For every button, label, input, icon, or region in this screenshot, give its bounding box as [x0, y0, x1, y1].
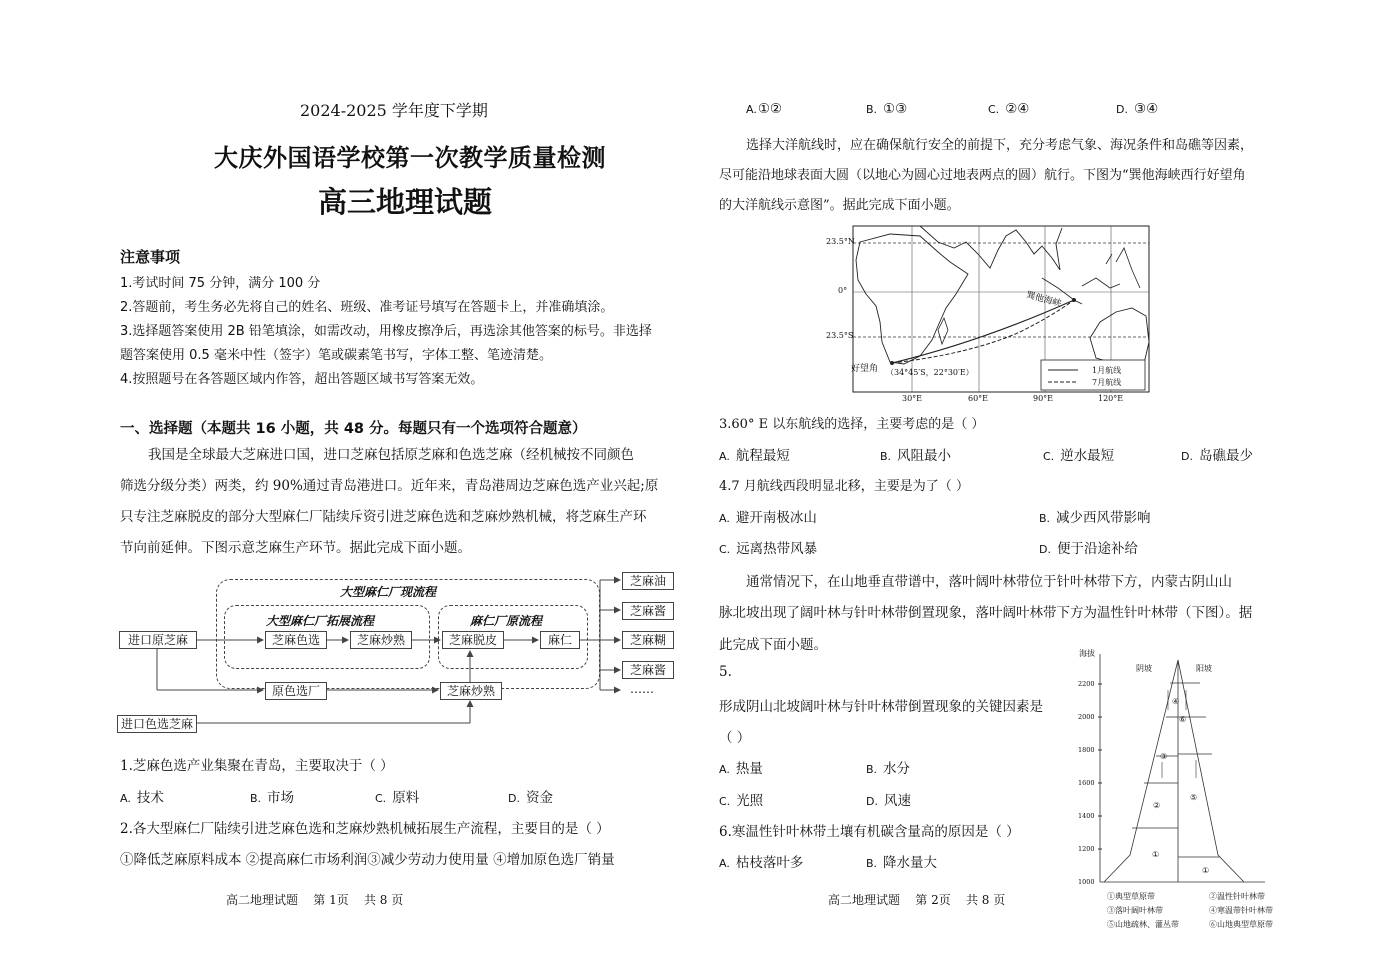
legend-january: 1月航线 — [1092, 366, 1122, 375]
lat-label-equator: 0° — [838, 286, 848, 295]
legend-july: 7月航线 — [1092, 378, 1122, 387]
raw-color-plant-box: 原色选厂 — [265, 682, 327, 700]
question-5-paren: （ ） — [719, 730, 751, 746]
q4-option-a[interactable] — [719, 506, 817, 526]
mountain-diagram — [1070, 650, 1270, 890]
q1-option-c[interactable] — [375, 786, 419, 806]
passage-line: 只专注芝麻脱皮的部分大型麻仁厂陆续斥资引进芝麻色选和芝麻炒熟机械，将芝麻生产环 — [120, 509, 647, 525]
footer-page-2: 高二地理试题 第 2页 共 8 页 — [828, 893, 1006, 907]
q5-option-a-key: A. — [719, 763, 730, 776]
page-title: 高三地理试题 — [318, 185, 493, 219]
q2-option-c[interactable] — [988, 101, 1029, 117]
belt-label: ① — [1152, 850, 1160, 859]
q6-option-b-text: 降水量大 — [883, 855, 938, 871]
q6-option-a[interactable] — [719, 851, 803, 871]
q6-option-a-text: 枯枝落叶多 — [735, 855, 804, 871]
elevation-tick: 1600 — [1078, 779, 1095, 787]
q3-option-b-key: B. — [880, 450, 892, 463]
exam-year: 2024-2025 学年度下学期 — [300, 101, 488, 120]
cape-coord-label: （34°45′S，22°30′E） — [886, 368, 974, 377]
dehull-box: 芝麻脱皮 — [442, 631, 504, 649]
q5-option-a[interactable] — [719, 757, 763, 777]
passage-2-line: 选择大洋航线时，应在确保航行安全的前提下，充分考虑气象、海况条件和岛礁等因素， — [746, 138, 1254, 153]
q4-option-c[interactable] — [719, 537, 817, 557]
footer-page-1: 高二地理试题 第 1页 共 8 页 — [226, 893, 404, 907]
q4-option-c-text: 远离热带风暴 — [736, 541, 818, 557]
flow-arrows — [0, 0, 700, 740]
product-box: 芝麻油 — [622, 572, 674, 590]
q6-option-b-key: B. — [866, 857, 878, 870]
q4-option-a-key: A. — [719, 512, 730, 525]
q5-option-c[interactable] — [719, 789, 763, 809]
q1-option-b-key: B. — [250, 792, 262, 805]
kernel-box: 麻仁 — [540, 631, 580, 649]
q2-option-b-text: ①③ — [883, 101, 908, 117]
import-sorted-box: 进口色选芝麻 — [117, 715, 197, 733]
school-title: 大庆外国语学校第一次教学质量检测 — [214, 143, 606, 172]
mountain-legend: ⑥山地典型草原带 — [1209, 920, 1273, 929]
mountain-y-title: 海拔 — [1079, 649, 1095, 658]
q4-option-d[interactable] — [1039, 537, 1138, 557]
product-box: 芝麻酱 — [622, 661, 674, 679]
q5-option-c-key: C. — [719, 795, 731, 808]
elevation-tick: 1800 — [1078, 746, 1095, 754]
q4-option-a-text: 避开南极冰山 — [735, 510, 817, 526]
elevation-tick: 1400 — [1078, 812, 1095, 820]
q3-option-a[interactable] — [719, 444, 790, 464]
notice-heading: 注意事项 — [120, 248, 181, 266]
q3-option-d[interactable] — [1181, 444, 1253, 464]
q5-option-b-key: B. — [866, 763, 878, 776]
passage-3-line: 通常情况下，在山地垂直带谱中，落叶阔叶林带位于针叶林带下方，内蒙古阴山山 — [746, 574, 1232, 590]
elevation-tick: 2000 — [1078, 713, 1095, 721]
q2-option-c-key: C. — [988, 103, 1000, 116]
mountain-legend: ②温性针叶林带 — [1209, 892, 1265, 901]
mountain-legend: ③落叶阔叶林带 — [1107, 906, 1163, 915]
q1-option-d-key: D. — [508, 792, 520, 805]
q2-option-b-key: B. — [866, 103, 878, 116]
q3-option-a-key: A. — [719, 450, 730, 463]
lon-label: 90°E — [1033, 394, 1054, 403]
import-raw-box: 进口原芝麻 — [119, 631, 197, 649]
notice-item: 1.考试时间 75 分钟，满分 100 分 — [120, 276, 321, 291]
q4-option-b[interactable] — [1039, 506, 1151, 526]
q5-option-b[interactable] — [866, 757, 910, 777]
q4-option-d-key: D. — [1039, 543, 1051, 556]
roast-box-1: 芝麻炒熟 — [350, 631, 412, 649]
mountain-legend: ①典型草原带 — [1107, 892, 1155, 901]
q2-option-b[interactable] — [866, 101, 907, 117]
question-6-stem: 6.寒温性针叶林带土壤有机碳含量高的原因是（ ） — [719, 824, 1020, 840]
mountain-south-label: 阳坡 — [1196, 664, 1212, 673]
q5-option-b-text: 水分 — [883, 761, 911, 777]
q1-option-b[interactable] — [250, 786, 294, 806]
belt-label: ⑤ — [1190, 793, 1198, 802]
product-box: 芝麻糊 — [622, 631, 674, 649]
color-sort-box: 芝麻色选 — [265, 631, 327, 649]
product-box: 芝麻酱 — [622, 602, 674, 620]
q1-option-a-key: A. — [120, 792, 131, 805]
question-2-choices: ①降低芝麻原料成本 ②提高麻仁市场利润③减少劳动力使用量 ④增加原色选厂销量 — [120, 852, 615, 868]
lon-label: 120°E — [1098, 394, 1124, 403]
roast-box-2: 芝麻炒熟 — [440, 682, 502, 700]
passage-3-line: 此完成下面小题。 — [719, 637, 827, 653]
belt-label: ④ — [1172, 697, 1180, 706]
q5-option-d-text: 风速 — [883, 793, 911, 809]
q3-option-c-key: C. — [1043, 450, 1055, 463]
question-5-number: 5. — [719, 664, 732, 680]
q2-option-a[interactable] — [746, 101, 782, 117]
q1-option-d[interactable] — [508, 786, 553, 806]
q1-option-c-text: 原料 — [392, 790, 420, 806]
q4-option-b-key: B. — [1039, 512, 1051, 525]
question-1-stem: 1.芝麻色选产业集聚在青岛，主要取决于（ ） — [120, 758, 394, 774]
question-5-stem: 形成阴山北坡阔叶林与针叶林带倒置现象的关键因素是 — [719, 699, 1043, 715]
q4-option-d-text: 便于沿途补给 — [1056, 541, 1138, 557]
lat-label-north: 23.5°N — [826, 237, 855, 246]
q3-option-a-text: 航程最短 — [735, 448, 790, 464]
elevation-tick: 1000 — [1078, 878, 1095, 886]
mountain-legend: ④寒温带针叶林带 — [1209, 906, 1273, 915]
question-4-stem: 4.7 月航线西段明显北移，主要是为了（ ） — [719, 479, 969, 494]
elevation-tick: 2200 — [1078, 680, 1095, 688]
lon-label: 30°E — [902, 394, 923, 403]
q6-option-a-key: A. — [719, 857, 730, 870]
cape-label: 好望角 — [851, 364, 879, 374]
q3-option-c-text: 逆水最短 — [1060, 448, 1115, 464]
q5-option-d[interactable] — [866, 789, 911, 809]
extended-flow-label: 大型麻仁厂拓展流程 — [266, 614, 375, 628]
passage-3-line: 脉北坡出现了阔叶林与针叶林带倒置现象，落叶阔叶林带下方为温性针叶林带（下图）。据 — [719, 605, 1253, 621]
q2-option-d-key: D. — [1116, 103, 1128, 116]
original-flow-label: 麻仁厂原流程 — [470, 614, 543, 628]
notice-item: 2.答题前，考生务必先将自己的姓名、班级、准考证号填写在答题卡上，并准确填涂。 — [120, 300, 614, 315]
q3-option-b[interactable] — [880, 444, 951, 464]
q2-option-c-text: ②④ — [1005, 101, 1030, 117]
strait-label: 巽他海峡 — [1024, 290, 1063, 310]
q2-option-a-text: ①② — [757, 101, 783, 117]
q3-option-b-text: 风阻最小 — [897, 448, 952, 464]
passage-2-line: 的大洋航线示意图”。据此完成下面小题。 — [719, 198, 960, 213]
q1-option-a[interactable] — [120, 786, 164, 806]
notice-item: 3.选择题答案使用 2B 铅笔填涂，如需改动，用橡皮擦净后，再选涂其他答案的标号。非选择 — [120, 324, 652, 339]
q1-option-c-key: C. — [375, 792, 387, 805]
question-3-stem: 3.60° E 以东航线的选择，主要考虑的是（ ） — [719, 417, 985, 432]
belt-label: ① — [1202, 866, 1210, 875]
passage-2-line: 尽可能沿地球表面大圆（以地心为圆心过地表两点的圆）航行。下图为“巽他海峡西行好望角 — [719, 168, 1246, 183]
q2-option-d[interactable] — [1116, 101, 1158, 117]
q2-option-a-key: A. — [746, 103, 757, 116]
lat-label-south: 23.5°S — [826, 331, 854, 340]
section-heading: 一、选择题（本题共 16 小题，共 48 分。每题只有一个选项符合题意） — [120, 421, 587, 437]
q2-option-d-text: ③④ — [1133, 101, 1159, 117]
mountain-legend: ⑤山地疏林、灌丛带 — [1107, 920, 1179, 929]
question-2-stem: 2.各大型麻仁厂陆续引进芝麻色选和芝麻炒熟机械拓展生产流程，主要目的是（ ） — [120, 821, 610, 837]
passage-line: 筛选分级分类）两类，约 90%通过青岛港进口。近年来，青岛港周边芝麻色选产业兴起;原 — [120, 478, 659, 494]
q4-option-b-text: 减少西风带影响 — [1056, 510, 1151, 526]
q6-option-b[interactable] — [866, 851, 937, 871]
q4-option-c-key: C. — [719, 543, 731, 556]
notice-item: 4.按照题号在各答题区域内作答，超出答题区域书写答案无效。 — [120, 372, 484, 387]
elevation-tick: 1200 — [1078, 845, 1095, 853]
q1-option-d-text: 资金 — [525, 790, 553, 806]
q3-option-d-text: 岛礁最少 — [1198, 448, 1253, 464]
outer-flow-label: 大型麻仁厂现流程 — [340, 585, 437, 599]
mountain-north-label: 阴坡 — [1136, 664, 1152, 673]
q5-option-a-text: 热量 — [735, 761, 763, 777]
q1-option-b-text: 市场 — [267, 790, 295, 806]
passage-line: 我国是全球最大芝麻进口国，进口芝麻包括原芝麻和色选芝麻（经机械按不同颜色 — [148, 447, 634, 463]
q1-option-a-text: 技术 — [136, 790, 164, 806]
more-products: …… — [630, 682, 654, 696]
q5-option-d-key: D. — [866, 795, 878, 808]
q3-option-c[interactable] — [1043, 444, 1114, 464]
belt-label: ③ — [1160, 752, 1168, 761]
notice-item: 题答案使用 0.5 毫米中性（签字）笔或碳素笔书写，字体工整、笔迹清楚。 — [120, 348, 552, 363]
q3-option-d-key: D. — [1181, 450, 1193, 463]
belt-label: ② — [1153, 801, 1161, 810]
lon-label: 60°E — [968, 394, 989, 403]
q5-option-c-text: 光照 — [736, 793, 764, 809]
belt-label: ⑥ — [1179, 715, 1187, 724]
passage-line: 节向前延伸。下图示意芝麻生产环节。据此完成下面小题。 — [120, 540, 471, 556]
